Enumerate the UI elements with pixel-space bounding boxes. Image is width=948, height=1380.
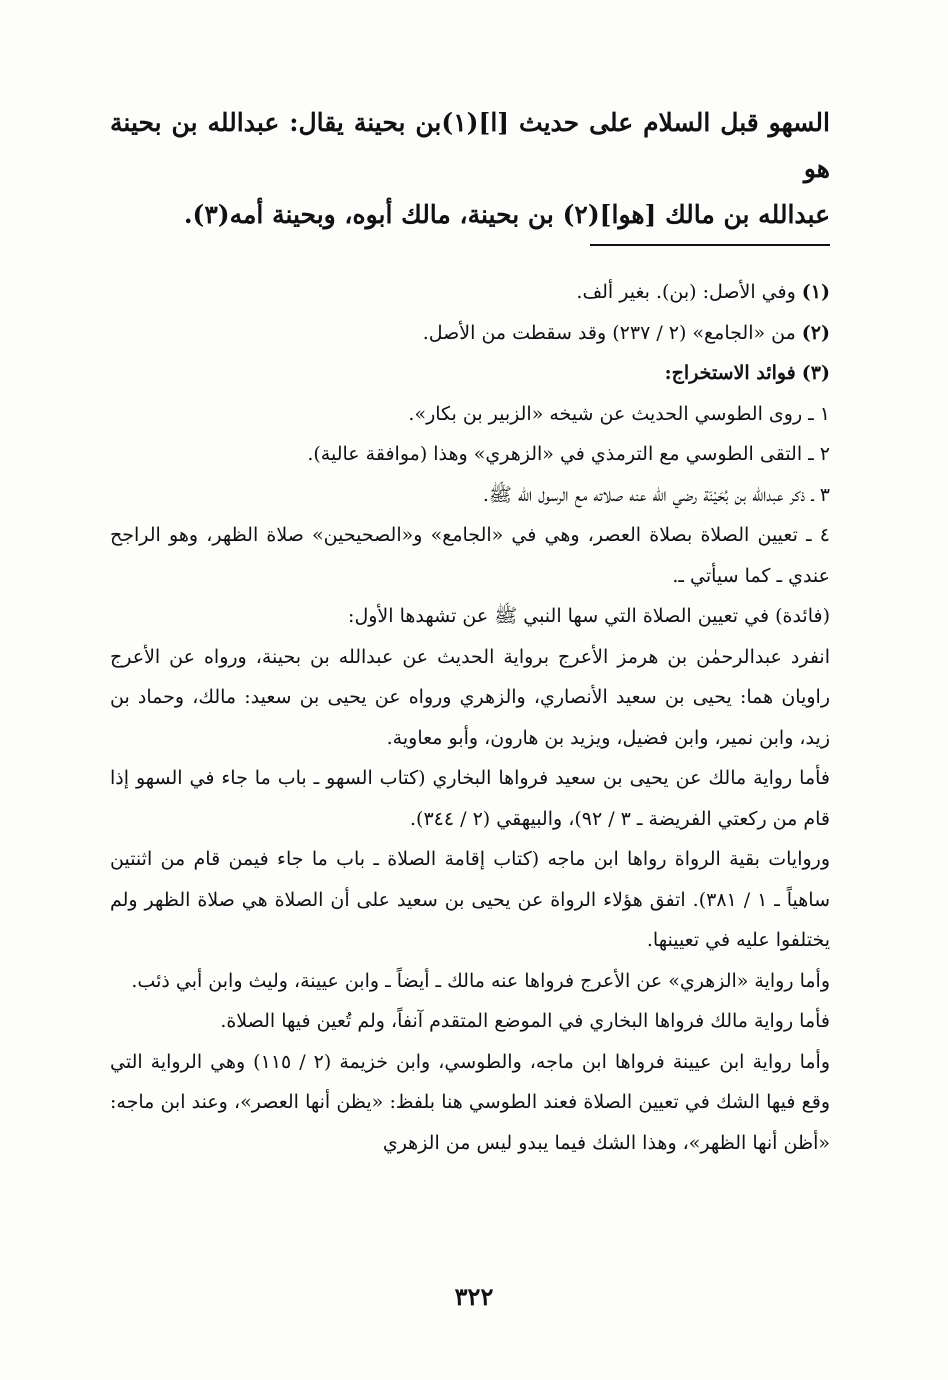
footnote-text: من «الجامع» (٢ / ٢٣٧) وقد سقطت من الأصل.: [422, 321, 796, 344]
benefit-note-heading: (فائدة) في تعيين الصلاة التي سها النبي ﷺ عن تشهدها الأول:: [348, 605, 830, 627]
footnote-number: (١): [801, 281, 830, 303]
benefit-item: ٢ ـ التقى الطوسي مع الترمذي في «الزهري» وهذا (موافقة عالية).: [307, 443, 830, 465]
paragraph: فأما رواية مالك عن يحيى بن سعيد فرواها البخاري (كتاب السهو ـ باب ما جاء في السهو إذا قام من ركعتي الفريضة ـ ٣ / ٩٢)، والبيهقي (٢ / ٣٤٤).: [110, 767, 830, 830]
main-text: [110, 100, 830, 238]
paragraph: وأما رواية ابن عيينة فرواها ابن ماجه، والطوسي، وابن خزيمة (٢ / ١١٥) وهي الرواية التي وقع فيها الشك في تعيين الصلاة فعند الطوسي هنا بلفظ: «يظن أنها العصر»، وعند ابن ماجه: «أظن أنها الظهر»، وهذا الشك فيما يبدو ليس من الزهري: [110, 1050, 831, 1154]
paragraph: وأما رواية «الزهري» عن الأعرج فرواها عنه مالك ـ أيضاً ـ وابن عيينة، وليث وابن أبي ذئب.: [131, 969, 830, 992]
footnote-text: فوائد الاستخراج:: [664, 362, 796, 384]
footnote-2: [110, 313, 830, 354]
footnote-number: (٢): [801, 321, 830, 344]
paragraph: فأما رواية مالك فرواها البخاري في الموضع المتقدم آنفاً، ولم تُعين فيها الصلاة.: [220, 1010, 830, 1032]
footnote-3: [110, 353, 830, 394]
paragraph: انفرد عبدالرحمٰن بن هرمز الأعرج برواية الحديث عن عبدالله بن بحينة، ورواه عن الأعرج راويان هما: يحيى بن سعيد الأنصاري، والزهري ورواه عن يحيى بن سعيد: مالك، وحماد بن زيد، وابن نمير، وابن فضيل، ويزيد بن هارون، وأبو معاوية.: [110, 645, 830, 749]
benefit-item: ١ ـ روى الطوسي الحديث عن شيخه «الزبير بن بكار».: [408, 402, 830, 425]
footnote-1: [110, 272, 830, 313]
benefit-item: ٣ ـ ذكر عبدالله بن بُحَيْنَة رضي الله عنه صلاته مع الرسول الله ﷺ.: [482, 483, 830, 506]
main-text-line-2: عبدالله بن مالك [هوا](٢) بن بحينة، مالك أبوه، وبحينة أمه(٣).: [183, 200, 830, 229]
paragraph: وروايات بقية الرواة رواها ابن ماجه (كتاب إقامة الصلاة ـ باب ما جاء فيمن قام من اثنتين ساهياً ـ ١ / ٣٨١). اتفق هؤلاء الرواة عن يحيى بن سعيد على أن الصلاة هي صلاة الظهر ولم يختلفوا عليه في تعيينها.: [110, 848, 830, 951]
footnote-text: وفي الأصل: (بن). بغير ألف.: [576, 281, 796, 303]
benefit-item: ٤ ـ تعيين الصلاة بصلاة العصر، وهي في «الجامع» و«الصحيحين» صلاة الظهر، وهو الراجح عندي ـ كما سيأتي ـ.: [110, 524, 830, 587]
main-text-line-1: السهو قبل السلام على حديث [ا](١)بن بحينة يقال: عبدالله بن بحينة هو: [110, 108, 830, 183]
footnote-separator: [590, 244, 830, 246]
footnotes-section: [110, 272, 830, 1163]
page-number: ٣٢٢: [454, 1282, 494, 1311]
footnote-number: (٣): [801, 362, 830, 384]
